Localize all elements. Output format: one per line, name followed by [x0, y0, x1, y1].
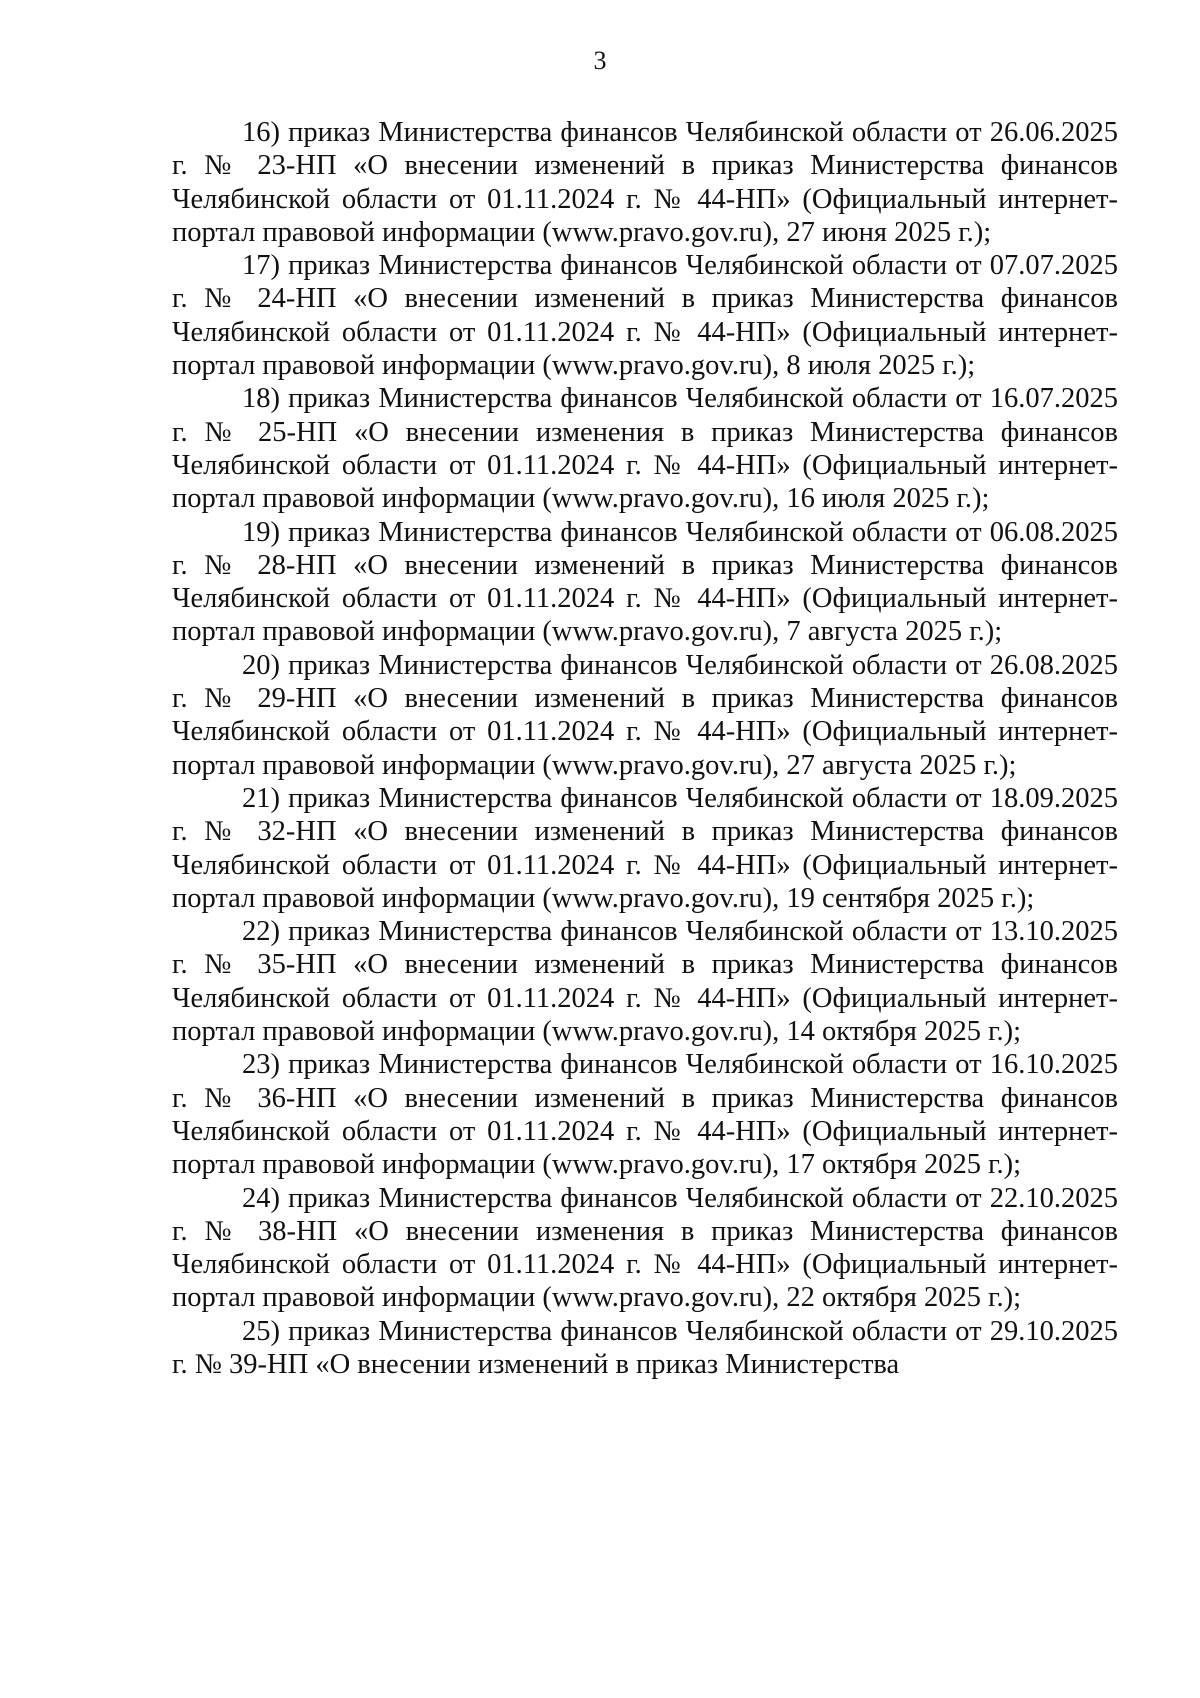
list-item-19: 19) приказ Министерства финансов Челябинской области от 06.08.2025 г. № 28-НП «О внесении изменений в приказ Министерства финансов Челябинской области от 01.11.2024 г. № 44-НП» (Официальный интернет-портал правовой информации (www.pravo.gov.ru), 7 августа 2025 г.); — [172, 516, 1118, 648]
list-item-22: 22) приказ Министерства финансов Челябинской области от 13.10.2025 г. № 35-НП «О внесении изменений в приказ Министерства финансов Челябинской области от 01.11.2024 г. № 44-НП» (Официальный интернет-портал правовой информации (www.pravo.gov.ru), 14 октября 2025 г.); — [172, 916, 1118, 1048]
list-item-25: 25) приказ Министерства финансов Челябинской области от 29.10.2025 г. № 39-НП «О внесении изменений в приказ Министерства — [172, 1315, 1118, 1380]
page-number: 3 — [593, 46, 607, 75]
list-item-17: 17) приказ Министерства финансов Челябинской области от 07.07.2025 г. № 24-НП «О внесении изменений в приказ Министерства финансов Челябинской области от 01.11.2024 г. № 44-НП» (Официальный интернет-портал правовой информации (www.pravo.gov.ru), 8 июля 2025 г.); — [172, 250, 1118, 382]
list-item-21: 21) приказ Министерства финансов Челябинской области от 18.09.2025 г. № 32-НП «О внесении изменений в приказ Министерства финансов Челябинской области от 01.11.2024 г. № 44-НП» (Официальный интернет-портал правовой информации (www.pravo.gov.ru), 19 сентября 2025 г.); — [172, 782, 1118, 914]
list-item-23: 23) приказ Министерства финансов Челябинской области от 16.10.2025 г. № 36-НП «О внесении изменений в приказ Министерства финансов Челябинской области от 01.11.2024 г. № 44-НП» (Официальный интернет-портал правовой информации (www.pravo.gov.ru), 17 октября 2025 г.); — [172, 1049, 1118, 1181]
list-item-18: 18) приказ Министерства финансов Челябинской области от 16.07.2025 г. № 25-НП «О внесении изменения в приказ Министерства финансов Челябинской области от 01.11.2024 г. № 44-НП» (Официальный интернет-портал правовой информации (www.pravo.gov.ru), 16 июля 2025 г.); — [172, 383, 1118, 515]
list-item-20: 20) приказ Министерства финансов Челябинской области от 26.08.2025 г. № 29-НП «О внесении изменений в приказ Министерства финансов Челябинской области от 01.11.2024 г. № 44-НП» (Официальный интернет-портал правовой информации (www.pravo.gov.ru), 27 августа 2025 г.); — [172, 649, 1118, 781]
document-body — [172, 116, 1118, 1381]
list-item-24: 24) приказ Министерства финансов Челябинской области от 22.10.2025 г. № 38-НП «О внесении изменения в приказ Министерства финансов Челябинской области от 01.11.2024 г. № 44-НП» (Официальный интернет-портал правовой информации (www.pravo.gov.ru), 22 октября 2025 г.); — [172, 1182, 1118, 1314]
list-item-16: 16) приказ Министерства финансов Челябинской области от 26.06.2025 г. № 23-НП «О внесении изменений в приказ Министерства финансов Челябинской области от 01.11.2024 г. № 44-НП» (Официальный интернет-портал правовой информации (www.pravo.gov.ru), 27 июня 2025 г.); — [172, 117, 1118, 248]
